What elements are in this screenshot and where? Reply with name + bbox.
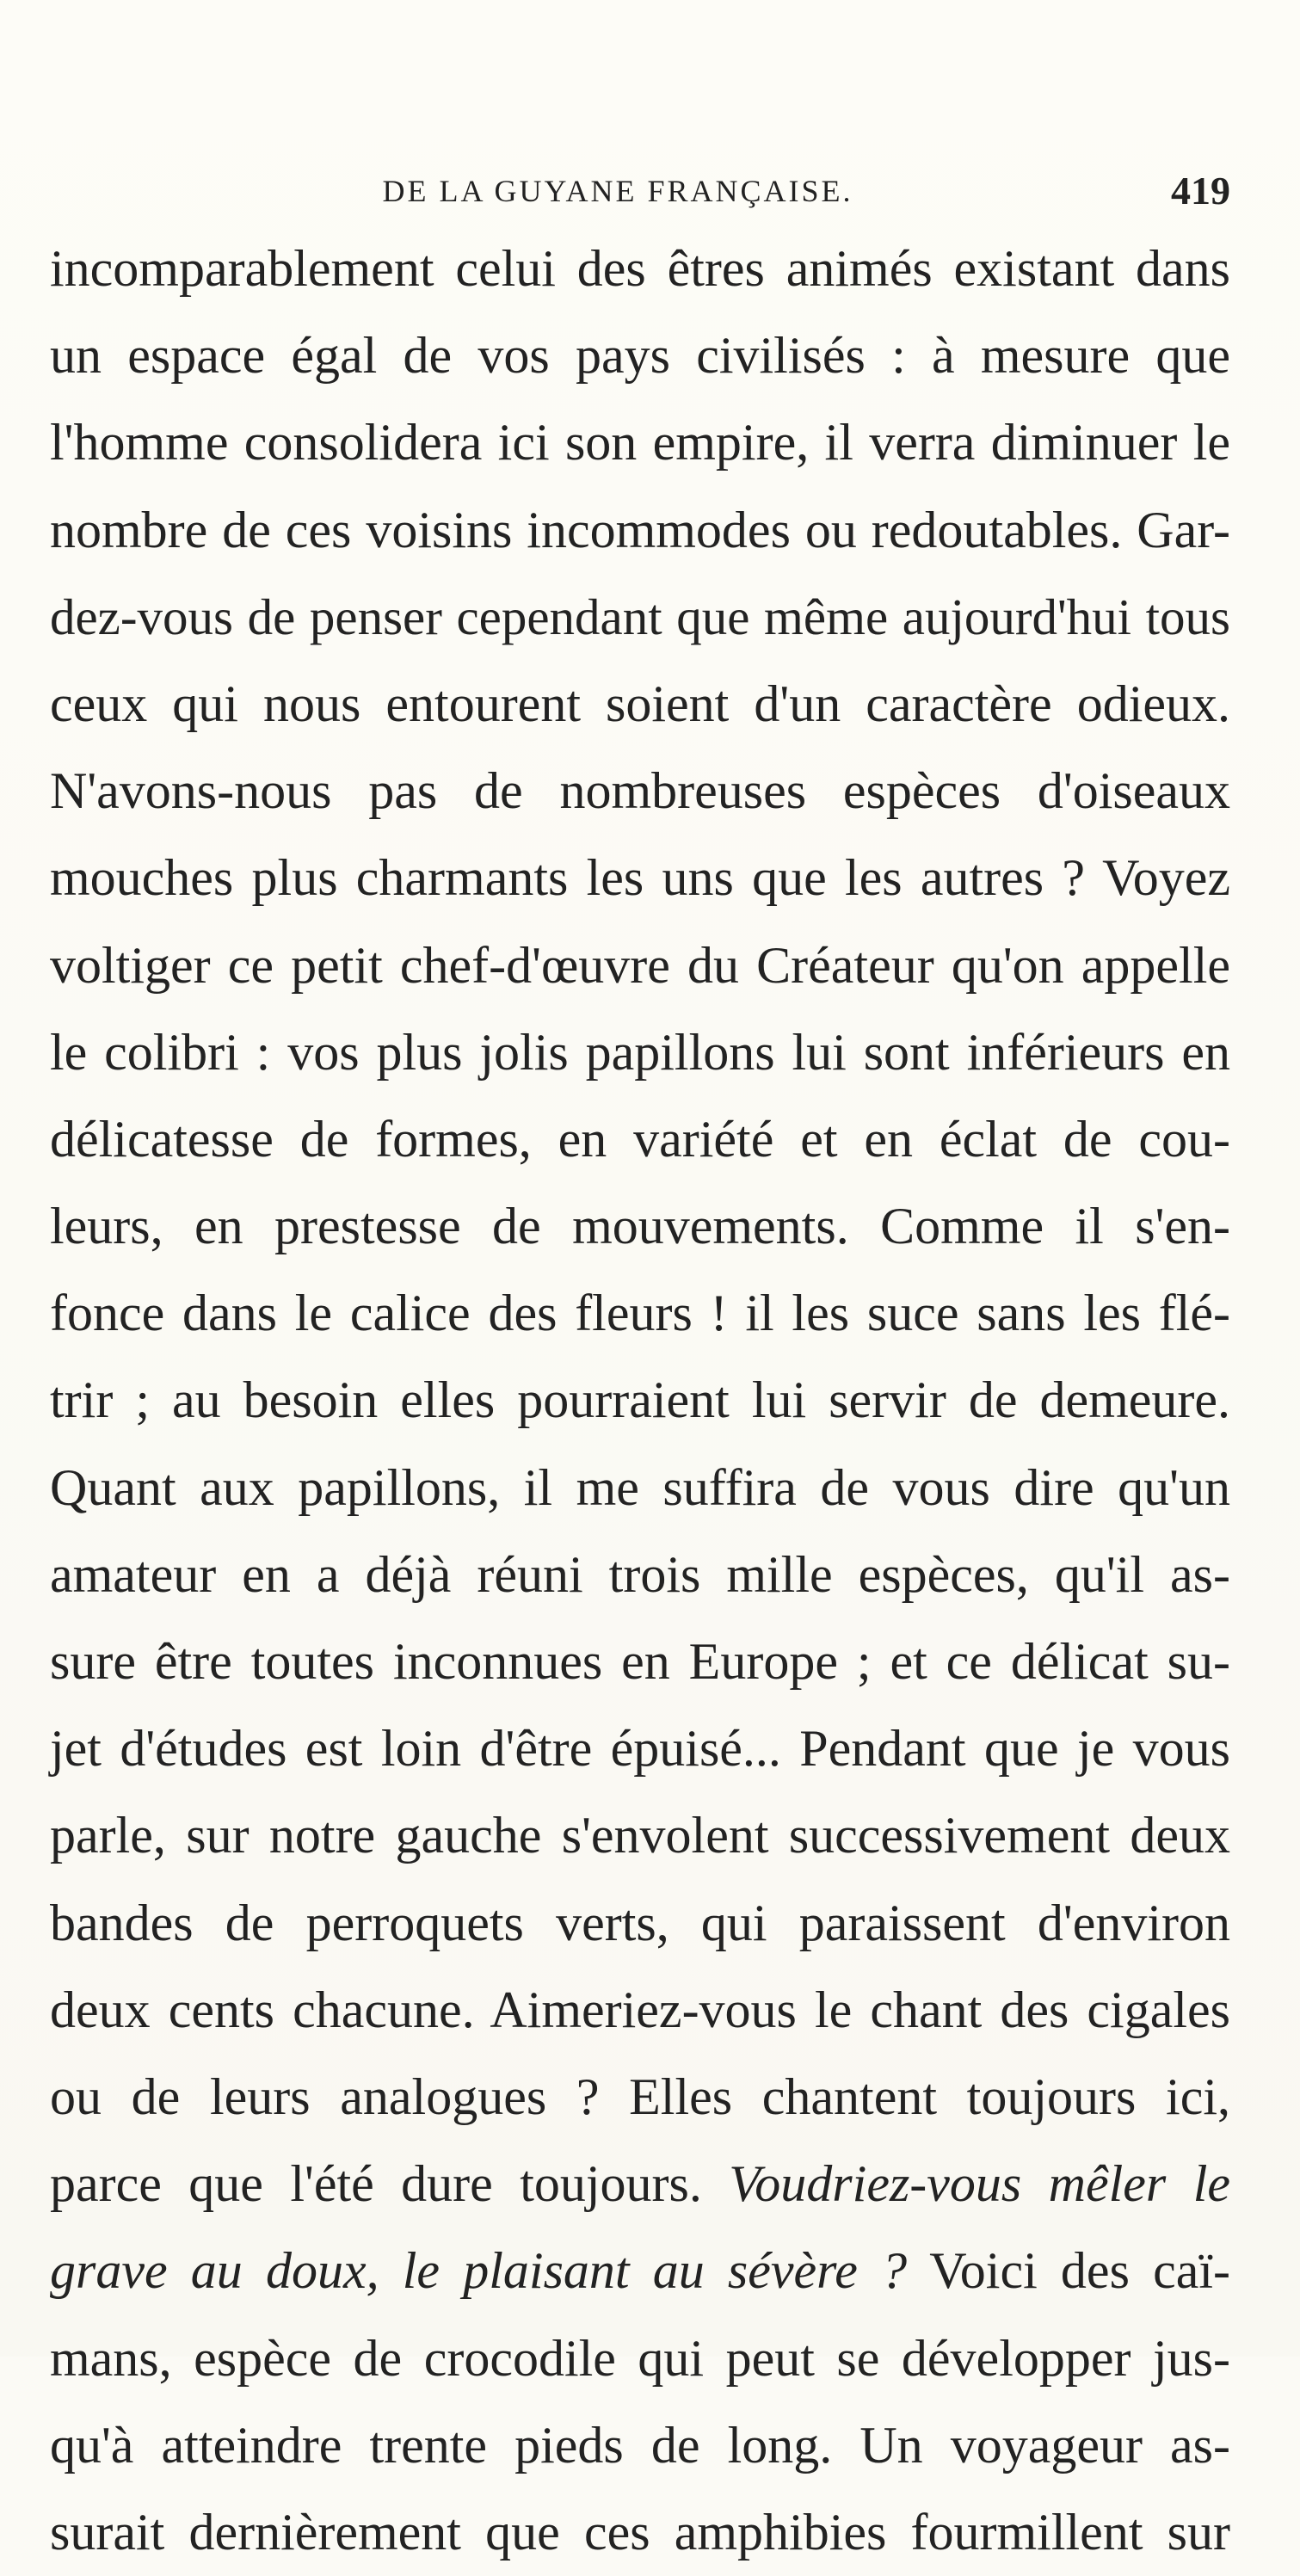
text-line: [50, 1183, 1230, 1270]
text-segment: Voici des caï-: [907, 2242, 1230, 2300]
text-segment: Quant aux papillons, il me suffira de vous dire qu'un: [50, 1458, 1230, 1516]
text-segment: N'avons-nous pas de nombreuses espèces d'oiseaux: [50, 762, 1230, 820]
text-segment: ceux qui nous entourent soient d'un caractère odieux.: [50, 675, 1230, 732]
text-line: [50, 2141, 1230, 2228]
text-line: [50, 487, 1230, 574]
text-segment: qu'à atteindre trente pieds de long. Un voyageur as-: [50, 2416, 1230, 2474]
italic-text-segment: Voudriez-vous mêler le: [729, 2155, 1231, 2213]
text-segment: dez-vous de penser cependant que même aujourd'hui tous: [50, 588, 1230, 645]
text-segment: ou de leurs analogues ? Elles chantent toujours ici,: [50, 2068, 1230, 2125]
text-line: [50, 2489, 1230, 2576]
text-line: [50, 574, 1230, 661]
text-segment: le colibri : vos plus jolis papillons lui sont inférieurs en: [50, 1023, 1230, 1081]
text-line: [50, 1705, 1230, 1792]
text-segment: parle, sur notre gauche s'envolent successivement deux: [50, 1807, 1230, 1864]
text-line: [50, 312, 1230, 399]
text-line: [50, 2402, 1230, 2489]
text-line: [50, 1618, 1230, 1705]
text-segment: voltiger ce petit chef-d'œuvre du Créateur qu'on appelle: [50, 936, 1230, 994]
text-segment: parce que l'été dure toujours.: [50, 2155, 730, 2213]
body-text: [50, 225, 1230, 2576]
text-line: [50, 1357, 1230, 1444]
text-segment: fonce dans le calice des fleurs ! il les suce sans les flé-: [50, 1285, 1230, 1342]
text-segment: l'homme consolidera ici son empire, il verra diminuer le: [50, 414, 1230, 471]
page-header: [50, 169, 1230, 220]
text-line: [50, 2315, 1230, 2402]
text-line: [50, 399, 1230, 486]
text-line: [50, 1096, 1230, 1183]
text-segment: leurs, en prestesse de mouvements. Comme il s'en-: [50, 1198, 1230, 1255]
text-line: [50, 2228, 1230, 2314]
text-line: [50, 1880, 1230, 1967]
text-segment: jet d'études est loin d'être épuisé... Pendant que je vous: [50, 1720, 1230, 1778]
text-line: [50, 1009, 1230, 1096]
text-segment: deux cents chacune. Aimeriez-vous le chant des cigales: [50, 1981, 1230, 2038]
text-segment: nombre de ces voisins incommodes ou redoutables. Gar-: [50, 501, 1230, 558]
text-line: [50, 835, 1230, 921]
text-line: [50, 1445, 1230, 1531]
italic-text-segment: grave au doux, le plaisant au sévère ?: [50, 2242, 908, 2300]
text-segment: amateur en a déjà réuni trois mille espèces, qu'il as-: [50, 1545, 1230, 1603]
text-segment: mouches plus charmants les uns que les autres ? Voyez: [50, 849, 1230, 907]
text-line: [50, 225, 1230, 312]
text-line: [50, 1270, 1230, 1357]
text-line: [50, 1531, 1230, 1618]
running-head: DE LA GUYANE FRANÇAISE.: [382, 174, 853, 208]
text-segment: sure être toutes inconnues en Europe ; et ce délicat su-: [50, 1633, 1230, 1690]
text-segment: trir ; au besoin elles pourraient lui servir de demeure.: [50, 1371, 1230, 1429]
text-line: [50, 922, 1230, 1009]
text-segment: un espace égal de vos pays civilisés : à mesure que: [50, 327, 1230, 385]
text-line: [50, 2054, 1230, 2141]
text-segment: mans, espèce de crocodile qui peut se développer jus-: [50, 2329, 1230, 2387]
page-number: 419: [1171, 169, 1230, 213]
text-segment: bandes de perroquets verts, qui paraissent d'environ: [50, 1894, 1230, 1951]
text-segment: surait dernièrement que ces amphibies fourmillent sur: [50, 2503, 1230, 2561]
text-line: [50, 1792, 1230, 1879]
text-segment: délicatesse de formes, en variété et en éclat de cou-: [50, 1110, 1230, 1168]
text-segment: incomparablement celui des êtres animés existant dans: [50, 240, 1230, 297]
text-line: [50, 1967, 1230, 2054]
text-line: [50, 661, 1230, 748]
text-line: [50, 748, 1230, 835]
